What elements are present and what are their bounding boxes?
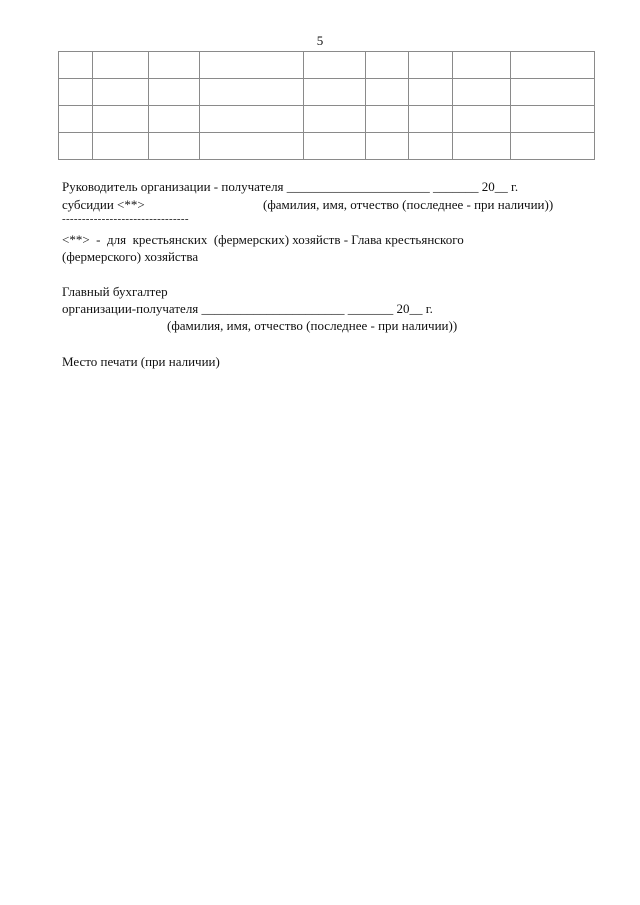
head-signature-subsidy-label: субсидии <**>	[62, 197, 145, 212]
accountant-signature-caption: (фамилия, имя, отчество (последнее - при наличии))	[167, 318, 458, 333]
footnote-separator: --------------------------------	[62, 213, 189, 225]
table-cell	[453, 106, 511, 133]
stamp-place: Место печати (при наличии)	[62, 354, 220, 369]
data-table	[58, 51, 595, 160]
table-cell	[59, 52, 93, 79]
head-signature-line: Руководитель организации - получателя ______________________ _______ 20__ г.	[62, 179, 519, 194]
table-cell	[59, 133, 93, 160]
table-cell	[409, 52, 453, 79]
footnote-line-1: <**> - для крестьянских (фермерских) хозяйств - Глава крестьянского	[62, 232, 464, 247]
head-signature-caption: (фамилия, имя, отчество (последнее - при наличии))	[263, 197, 554, 212]
table-cell	[93, 106, 149, 133]
table-cell	[366, 79, 409, 106]
table-cell	[511, 133, 595, 160]
table-cell	[149, 106, 200, 133]
table-cell	[453, 52, 511, 79]
accountant-title: Главный бухгалтер	[62, 284, 168, 299]
table-cell	[511, 79, 595, 106]
table-cell	[366, 52, 409, 79]
table-row	[59, 133, 595, 160]
table-row	[59, 52, 595, 79]
table-cell	[409, 133, 453, 160]
table-cell	[200, 79, 304, 106]
table-cell	[200, 133, 304, 160]
table-cell	[453, 79, 511, 106]
table-cell	[304, 106, 366, 133]
table-cell	[93, 52, 149, 79]
table-cell	[304, 133, 366, 160]
table-cell	[304, 52, 366, 79]
table-body	[59, 52, 595, 160]
table-cell	[409, 79, 453, 106]
table-cell	[366, 133, 409, 160]
table-cell	[511, 106, 595, 133]
table-cell	[149, 133, 200, 160]
table-cell	[453, 133, 511, 160]
table-cell	[93, 133, 149, 160]
table-row	[59, 106, 595, 133]
table-cell	[149, 79, 200, 106]
table-cell	[409, 106, 453, 133]
table-cell	[304, 79, 366, 106]
table-cell	[200, 106, 304, 133]
table-row	[59, 79, 595, 106]
table-cell	[93, 79, 149, 106]
table-cell	[200, 52, 304, 79]
accountant-signature-line: организации-получателя ______________________ _______ 20__ г.	[62, 301, 433, 316]
page-number: 5	[316, 33, 324, 48]
table-cell	[366, 106, 409, 133]
table-cell	[511, 52, 595, 79]
table-cell	[59, 79, 93, 106]
table-cell	[149, 52, 200, 79]
footnote-line-2: (фермерского) хозяйства	[62, 249, 199, 264]
table-cell	[59, 106, 93, 133]
